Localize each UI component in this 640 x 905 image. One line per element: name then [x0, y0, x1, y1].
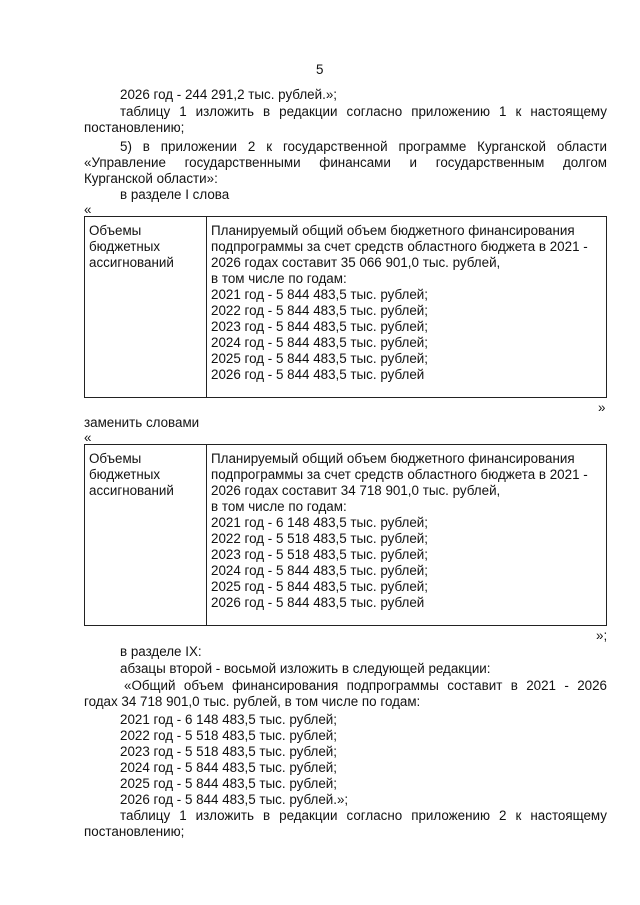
- section1-words-label: в разделе I слова: [120, 187, 230, 202]
- section9-year-line: 2021 год - 6 148 483,5 тыс. рублей;: [120, 712, 337, 727]
- table-value-line: Планируемый общий объем бюджетного финансирования: [211, 223, 575, 238]
- table-value-line: подпрограммы за счет средств областного бюджета в 2021 -: [211, 467, 588, 482]
- quote-close-1: »: [598, 400, 606, 415]
- intro-table1-paragraph-end: постановлению;: [84, 120, 185, 135]
- table-label-line: ассигнований: [89, 483, 174, 498]
- table-label-cell: [89, 223, 174, 271]
- section9-total-line1: «Общий объем финансирования подпрограммы составит в 2021 - 2026: [124, 678, 607, 693]
- table-value-line: подпрограммы за счет средств областного бюджета в 2021 -: [211, 239, 588, 254]
- intro-line-2026: 2026 год - 244 291,2 тыс. рублей.»;: [120, 87, 337, 102]
- table-value-line: 2021 год - 6 148 483,5 тыс. рублей;: [211, 515, 428, 530]
- table-value-cell: [211, 223, 588, 383]
- quote-open-2: «: [84, 430, 92, 445]
- table-divider: [206, 445, 207, 625]
- table-value-line: 2026 годах составит 34 718 901,0 тыс. рублей,: [211, 483, 501, 498]
- table-label-line: Объемы: [89, 451, 142, 466]
- table-value-cell: [211, 451, 588, 611]
- table-label-line: Объемы: [89, 223, 142, 238]
- quote-open-1: «: [84, 202, 92, 217]
- table-value-line: 2025 год - 5 844 483,5 тыс. рублей;: [211, 351, 428, 366]
- budget-table-new: [84, 444, 607, 626]
- table-value-line: 2022 год - 5 518 483,5 тыс. рублей;: [211, 531, 428, 546]
- table-label-cell: [89, 451, 174, 499]
- section9-table1-line2: постановлению;: [84, 824, 185, 839]
- table-label-line: ассигнований: [89, 255, 174, 270]
- table-value-line: 2026 годах составит 35 066 901,0 тыс. рублей,: [211, 255, 501, 270]
- table-value-line: 2025 год - 5 844 483,5 тыс. рублей;: [211, 579, 428, 594]
- section9-table1-line1: таблицу 1 изложить в редакции согласно приложению 2 к настоящему: [120, 808, 607, 823]
- section9-year-line: 2026 год - 5 844 483,5 тыс. рублей.»;: [120, 792, 349, 807]
- section9-year-line: 2025 год - 5 844 483,5 тыс. рублей;: [120, 776, 337, 791]
- table-value-line: 2024 год - 5 844 483,5 тыс. рублей;: [211, 335, 428, 350]
- section9-year-line: 2022 год - 5 518 483,5 тыс. рублей;: [120, 728, 337, 743]
- section9-paragraph-intro: абзацы второй - восьмой изложить в следующей редакции:: [120, 661, 491, 676]
- section9-heading: в разделе IX:: [120, 644, 202, 659]
- table-value-line: 2021 год - 5 844 483,5 тыс. рублей;: [211, 287, 428, 302]
- table-divider: [206, 217, 207, 397]
- section9-year-line: 2023 год - 5 518 483,5 тыс. рублей;: [120, 744, 337, 759]
- replace-label: заменить словами: [84, 415, 200, 430]
- section9-total-line2: годах 34 718 901,0 тыс. рублей, в том числе по годам:: [84, 694, 421, 709]
- quote-close-2: »;: [596, 628, 608, 643]
- budget-table-old: [84, 216, 607, 398]
- intro-item5-line1: 5) в приложении 2 к государственной программе Курганской области: [120, 139, 607, 154]
- intro-item5-line2: «Управление государственными финансами и государственным долгом: [84, 155, 607, 170]
- intro-table1-paragraph: таблицу 1 изложить в редакции согласно приложению 1 к настоящему: [120, 104, 607, 119]
- table-value-line: 2024 год - 5 844 483,5 тыс. рублей;: [211, 563, 428, 578]
- table-value-line: 2022 год - 5 844 483,5 тыс. рублей;: [211, 303, 428, 318]
- table-value-line: в том числе по годам:: [211, 499, 347, 514]
- intro-item5-line3: Курганской области»:: [84, 171, 218, 186]
- table-value-line: Планируемый общий объем бюджетного финансирования: [211, 451, 575, 466]
- table-value-line: 2026 год - 5 844 483,5 тыс. рублей: [211, 595, 425, 610]
- table-value-line: в том числе по годам:: [211, 271, 347, 286]
- table-label-line: бюджетных: [89, 467, 161, 482]
- table-value-line: 2026 год - 5 844 483,5 тыс. рублей: [211, 367, 425, 382]
- table-label-line: бюджетных: [89, 239, 161, 254]
- page-number: 5: [316, 62, 324, 77]
- table-value-line: 2023 год - 5 518 483,5 тыс. рублей;: [211, 547, 428, 562]
- section9-year-line: 2024 год - 5 844 483,5 тыс. рублей;: [120, 760, 337, 775]
- table-value-line: 2023 год - 5 844 483,5 тыс. рублей;: [211, 319, 428, 334]
